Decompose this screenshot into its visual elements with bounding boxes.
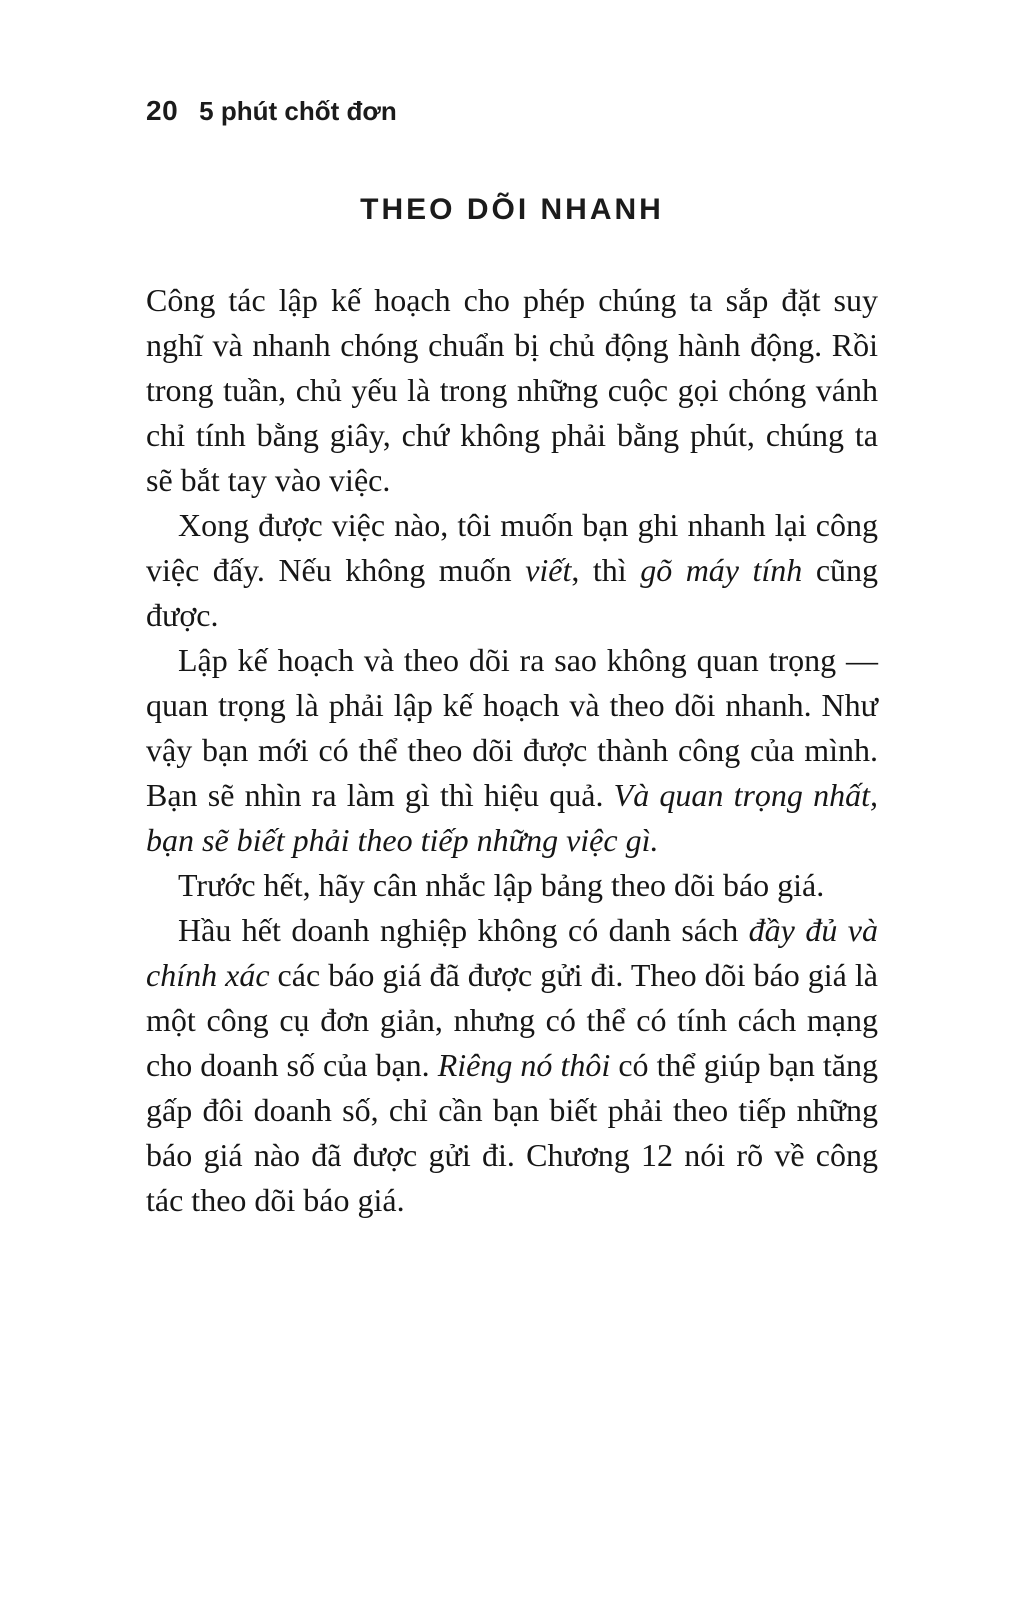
italic-text-segment: đầy đủ và chính xác [146,912,879,993]
running-header [146,95,397,127]
paragraph [146,638,878,863]
text-segment: các báo giá đã được gửi đi. Theo dõi báo giá là một công cụ đơn giản, nhưng có thể có tính cách mạng cho doanh số của bạn. [146,957,879,1083]
section-heading: THEO DÕI NHANH [360,193,664,226]
text-segment: cũng được. [146,552,879,633]
paragraph [146,863,878,908]
text-segment: Trước hết, hãy cân nhắc lập bảng theo dõi báo giá. [178,867,825,903]
italic-text-segment: Và quan trọng nhất, bạn sẽ biết phải theo tiếp những việc gì. [146,777,879,858]
italic-text-segment: Riêng nó thôi [437,1047,611,1083]
paragraph [146,278,878,503]
text-segment: Xong được việc nào, tôi muốn bạn ghi nhanh lại công việc đấy. Nếu không muốn [146,507,878,588]
paragraph [146,503,878,638]
body-text [146,278,878,1223]
text-segment: Hầu hết doanh nghiệp không có danh sách [178,912,749,948]
text-segment: Lập kế hoạch và theo dõi ra sao không quan trọng — quan trọng là phải lập kế hoạch và theo dõi nhanh. Như vậy bạn mới có thể theo dõi được thành công của mình. Bạn sẽ nhìn ra làm gì thì hiệu quả. [146,642,878,813]
italic-text-segment: gõ máy tính [640,552,803,588]
text-segment: Công tác lập kế hoạch cho phép chúng ta sắp đặt suy nghĩ và nhanh chóng chuẩn bị chủ động hành động. Rồi trong tuần, chủ yếu là trong những cuộc gọi chóng vánh chỉ tính bằng giây, chứ không phải bằng phút, chúng ta sẽ bắt tay vào việc. [146,282,878,498]
paragraph [146,908,878,1223]
text-segment: có thể giúp bạn tăng gấp đôi doanh số, chỉ cần bạn biết phải theo tiếp những báo giá nào đã được gửi đi. Chương 12 nói rõ về công tác theo dõi báo giá. [146,1047,879,1218]
italic-text-segment: viết [525,552,572,588]
text-segment: , thì [571,552,641,588]
book-title: 5 phút chốt đơn [199,96,397,126]
page-number: 20 [146,95,179,126]
